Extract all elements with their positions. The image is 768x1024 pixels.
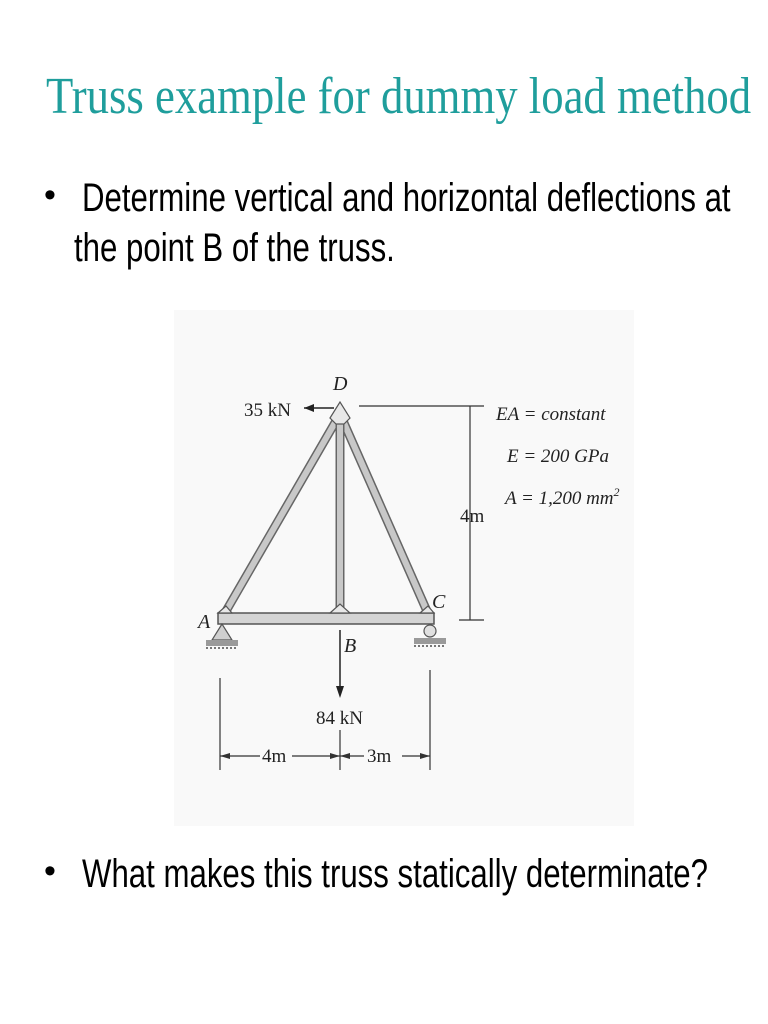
dim-arrow-r2	[420, 753, 430, 759]
load-arrow-35kn-head	[304, 404, 314, 412]
load-label-84kn: 84 kN	[316, 708, 363, 729]
ground-c	[414, 638, 446, 644]
dim-arrow-l1	[220, 753, 230, 759]
load-label-35kn: 35 kN	[244, 400, 291, 421]
dim-label-height: 4m	[460, 506, 485, 527]
dim-label-left-span: 4m	[262, 746, 287, 767]
roller-support-c	[424, 625, 436, 637]
property-e: E = 200 GPa	[507, 446, 610, 467]
bullet-2-line-1: What makes this truss statically determinate?	[82, 852, 708, 896]
property-a	[503, 485, 620, 509]
ground-a	[206, 640, 238, 646]
bullet-dot: •	[44, 852, 56, 890]
dim-label-right-span: 3m	[367, 746, 392, 767]
node-label-c: C	[432, 591, 446, 613]
gusset-b	[330, 604, 350, 613]
member-dc-fill	[340, 414, 430, 618]
pin-support-a	[212, 624, 232, 640]
property-a-text: A = 1,200 mm	[505, 488, 614, 509]
node-label-d: D	[333, 373, 348, 395]
node-label-a: A	[198, 611, 211, 633]
member-ad-fill	[222, 414, 340, 618]
dim-arrow-l2	[330, 753, 340, 759]
property-a-superscript: 2	[613, 485, 620, 499]
bullet-1-line-2: the point B of the truss.	[74, 226, 395, 270]
bullet-dot: •	[44, 176, 56, 214]
node-label-b: B	[344, 635, 357, 657]
slide-title: Truss example for dummy load method	[46, 68, 752, 125]
property-ea: EA = constant	[496, 404, 606, 425]
bullet-1-line-1: Determine vertical and horizontal deflections at	[82, 176, 731, 220]
truss-diagram	[174, 310, 634, 826]
load-arrow-84kn-head	[336, 686, 344, 698]
dim-arrow-r1	[340, 753, 350, 759]
gusset-d	[330, 402, 350, 424]
member-abc	[218, 613, 434, 624]
truss-figure	[174, 310, 634, 826]
